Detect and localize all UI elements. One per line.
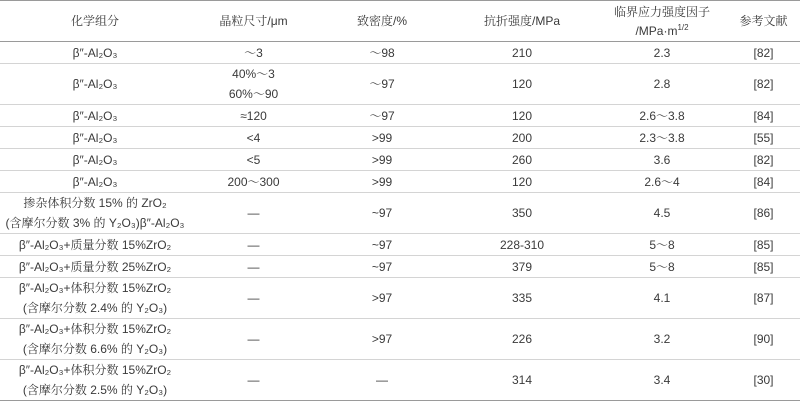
- cell-composition: [0, 127, 190, 149]
- table-row: [0, 127, 800, 149]
- cell-grain-size-line: —: [247, 259, 260, 274]
- cell-density: ~97: [317, 256, 447, 278]
- cell-toughness: 2.6～3.8: [597, 105, 727, 127]
- table-row: [0, 149, 800, 171]
- cell-strength: 379: [447, 256, 597, 278]
- cell-reference: [85]: [727, 256, 800, 278]
- header-grain-size: 晶粒尺寸/μm: [190, 1, 317, 42]
- cell-grain-size: [190, 319, 317, 360]
- cell-density: >99: [317, 127, 447, 149]
- cell-toughness: 4.5: [597, 193, 727, 234]
- cell-reference: [30]: [727, 360, 800, 401]
- cell-density: ~97: [317, 234, 447, 256]
- cell-toughness: 5～8: [597, 234, 727, 256]
- cell-toughness: 2.8: [597, 64, 727, 105]
- cell-composition-line: (含摩尔分数 2.5% 的 Y₂O₃): [22, 383, 168, 397]
- cell-grain-size-line: 200～300: [227, 174, 280, 189]
- cell-toughness: 3.2: [597, 319, 727, 360]
- cell-toughness: 4.1: [597, 278, 727, 319]
- cell-grain-size: [190, 42, 317, 64]
- header-toughness: [597, 1, 727, 42]
- cell-reference: [90]: [727, 319, 800, 360]
- cell-grain-size-line: ≈120: [240, 108, 267, 123]
- cell-composition: [0, 193, 190, 234]
- header-reference: 参考文献: [727, 1, 800, 42]
- cell-strength: 226: [447, 319, 597, 360]
- cell-grain-size: [190, 360, 317, 401]
- cell-composition: [0, 360, 190, 401]
- table-row: [0, 256, 800, 278]
- table-row: [0, 319, 800, 360]
- cell-toughness: 3.4: [597, 360, 727, 401]
- cell-grain-size-line: 60%～90: [228, 87, 279, 101]
- cell-grain-size: [190, 171, 317, 193]
- table-row: [0, 42, 800, 64]
- cell-composition-line: β″-Al₂O₃: [72, 108, 118, 123]
- cell-reference: [55]: [727, 127, 800, 149]
- header-toughness-exponent: 1/2: [677, 22, 689, 32]
- cell-grain-size-line: 40%～3: [232, 67, 275, 81]
- table-row: [0, 64, 800, 105]
- cell-reference: [87]: [727, 278, 800, 319]
- header-toughness-unit: /MPa·m: [635, 23, 678, 38]
- header-row: [0, 1, 800, 42]
- cell-grain-size-line: <5: [246, 152, 261, 167]
- cell-composition: [0, 42, 190, 64]
- cell-density: >99: [317, 171, 447, 193]
- cell-composition: [0, 319, 190, 360]
- cell-density: >97: [317, 319, 447, 360]
- header-strength: 抗折强度/MPa: [447, 1, 597, 42]
- cell-composition: [0, 278, 190, 319]
- cell-density: —: [317, 360, 447, 401]
- cell-grain-size: [190, 278, 317, 319]
- table-row: [0, 360, 800, 401]
- table-header: [0, 1, 800, 42]
- cell-grain-size-line: —: [247, 206, 260, 220]
- table-row: [0, 105, 800, 127]
- cell-grain-size: [190, 193, 317, 234]
- cell-strength: 120: [447, 171, 597, 193]
- table-row: [0, 234, 800, 256]
- cell-composition: [0, 256, 190, 278]
- table-body: [0, 42, 800, 401]
- cell-strength: 260: [447, 149, 597, 171]
- cell-density: >97: [317, 278, 447, 319]
- cell-composition: [0, 105, 190, 127]
- cell-grain-size: [190, 234, 317, 256]
- cell-reference: [82]: [727, 149, 800, 171]
- cell-grain-size-line: <4: [246, 130, 261, 145]
- cell-composition-line: (含摩尔分数 2.4% 的 Y₂O₃): [22, 301, 168, 315]
- cell-reference: [86]: [727, 193, 800, 234]
- cell-composition-line: (含摩尔分数 3% 的 Y₂O₃)β″-Al₂O₃: [5, 216, 185, 230]
- cell-density: ～98: [317, 42, 447, 64]
- cell-strength: 200: [447, 127, 597, 149]
- cell-density: ~97: [317, 193, 447, 234]
- cell-reference: [84]: [727, 171, 800, 193]
- cell-grain-size-line: —: [247, 373, 260, 387]
- cell-grain-size: [190, 127, 317, 149]
- cell-strength: 314: [447, 360, 597, 401]
- cell-strength: 228-310: [447, 234, 597, 256]
- cell-composition-line: β″-Al₂O₃+体积分数 15%ZrO₂: [18, 363, 172, 377]
- cell-composition-line: β″-Al₂O₃: [72, 152, 118, 167]
- cell-composition-line: 掺杂体积分数 15% 的 ZrO₂: [23, 196, 167, 210]
- table-row: [0, 171, 800, 193]
- cell-strength: 210: [447, 42, 597, 64]
- cell-grain-size: [190, 256, 317, 278]
- cell-strength: 335: [447, 278, 597, 319]
- cell-grain-size: [190, 149, 317, 171]
- cell-density: ～97: [317, 64, 447, 105]
- cell-strength: 120: [447, 64, 597, 105]
- cell-composition-line: β″-Al₂O₃: [72, 45, 118, 60]
- cell-density: ～97: [317, 105, 447, 127]
- cell-grain-size-line: —: [247, 332, 260, 346]
- cell-reference: [82]: [727, 64, 800, 105]
- cell-composition-line: β″-Al₂O₃+体积分数 15%ZrO₂: [18, 322, 172, 336]
- cell-strength: 120: [447, 105, 597, 127]
- table-row: [0, 278, 800, 319]
- cell-toughness: 2.3: [597, 42, 727, 64]
- cell-composition-line: β″-Al₂O₃: [72, 130, 118, 145]
- cell-grain-size: [190, 105, 317, 127]
- cell-composition-line: β″-Al₂O₃+质量分数 15%ZrO₂: [18, 237, 172, 252]
- cell-grain-size-line: —: [247, 291, 260, 305]
- cell-toughness: 5～8: [597, 256, 727, 278]
- cell-composition-line: β″-Al₂O₃+质量分数 25%ZrO₂: [18, 259, 172, 274]
- cell-reference: [85]: [727, 234, 800, 256]
- cell-grain-size-line: —: [247, 237, 260, 252]
- cell-composition-line: (含摩尔分数 6.6% 的 Y₂O₃): [22, 342, 168, 356]
- cell-strength: 350: [447, 193, 597, 234]
- cell-reference: [82]: [727, 42, 800, 64]
- cell-density: >99: [317, 149, 447, 171]
- cell-toughness: 3.6: [597, 149, 727, 171]
- cell-composition: [0, 149, 190, 171]
- header-density: 致密度/%: [317, 1, 447, 42]
- header-composition: 化学组分: [0, 1, 190, 42]
- cell-composition: [0, 64, 190, 105]
- cell-composition-line: β″-Al₂O₃: [72, 174, 118, 189]
- header-toughness-line2: [597, 20, 727, 39]
- cell-grain-size-line: ～3: [244, 45, 263, 60]
- cell-composition: [0, 234, 190, 256]
- cell-reference: [84]: [727, 105, 800, 127]
- cell-toughness: 2.6～4: [597, 171, 727, 193]
- header-toughness-line1: 临界应力强度因子: [613, 4, 710, 19]
- cell-composition: [0, 171, 190, 193]
- cell-composition-line: β″-Al₂O₃+体积分数 15%ZrO₂: [18, 281, 172, 295]
- cell-grain-size: [190, 64, 317, 105]
- cell-toughness: 2.3～3.8: [597, 127, 727, 149]
- table-row: [0, 193, 800, 234]
- cell-composition-line: β″-Al₂O₃: [72, 77, 118, 91]
